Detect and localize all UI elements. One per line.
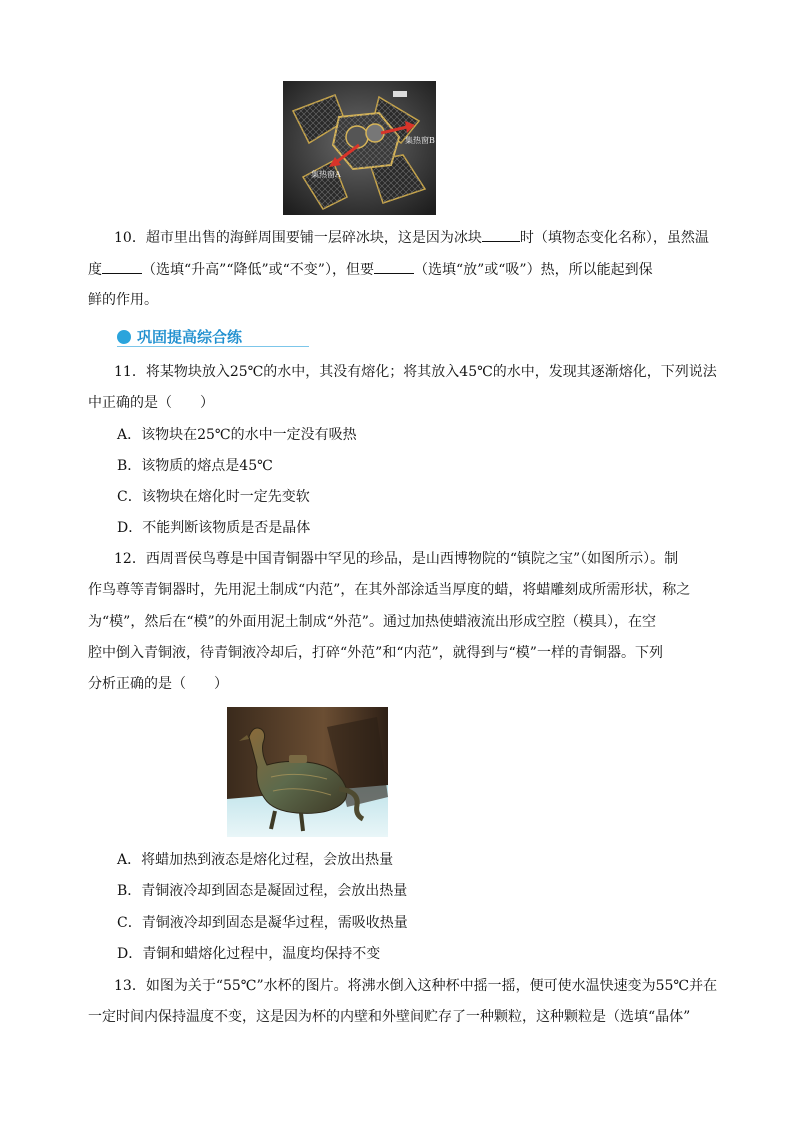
q11-line2: 中正确的是（ ） [88,395,214,411]
q10-blank-1[interactable] [482,227,520,242]
q10-line3: 鲜的作用。 [88,292,158,308]
section-heading-text: 巩固提高综合练 [137,328,243,346]
satellite-figure [283,81,436,215]
heading-underline [117,346,309,347]
q10-line1: 10．超市里出售的海鲜周围要铺一层碎冰块，这是因为冰块 时（填物态变化名称），虽然温 [114,227,709,248]
q12-line5: 分析正确的是（ ） [88,676,228,692]
q11-option-c[interactable]: C．该物块在熔化时一定先变软 [117,489,310,505]
figure-label-a: 集热窗A [311,170,341,179]
q12-option-b[interactable]: B．青铜液冷却到固态是凝固过程，会放出热量 [117,883,408,899]
q12-line1: 12．西周晋侯鸟尊是中国青铜器中罕见的珍品，是山西博物院的“镇院之宝”（如图所示）。制 [114,551,679,567]
q11-option-d[interactable]: D．不能判断该物质是否是晶体 [117,520,311,536]
bullet-circle-icon [117,330,131,344]
q11-option-a[interactable]: A．该物块在25℃的水中一定没有吸热 [117,427,357,443]
q11-line1: 11．将某物块放入25℃的水中，其没有熔化；将其放入45℃的水中，发现其逐渐熔化，下列说法 [114,364,717,380]
q10-blank-3[interactable] [374,259,414,274]
q12-option-d[interactable]: D．青铜和蜡熔化过程中，温度均保持不变 [117,946,381,962]
q12-line2: 作鸟尊等青铜器时，先用泥土制成“内范”，在其外部涂适当厚度的蜡，将蜡雕刻成所需形状，称之 [88,582,691,598]
q11-option-b[interactable]: B．该物质的熔点是45℃ [117,458,273,474]
q13-line1: 13．如图为关于“55℃”水杯的图片。将沸水倒入这种杯中摇一摇，便可使水温快速变为55℃并在 [114,978,718,994]
q10-blank-2[interactable] [102,259,142,274]
bronze-bird-zun-figure [227,707,388,837]
q12-option-c[interactable]: C．青铜液冷却到固态是凝华过程，需吸收热量 [117,915,408,931]
figure-label-b: 集热窗B [405,136,435,145]
q12-line3: 为“模”，然后在“模”的外面用泥土制成“外范”。通过加热使蜡液流出形成空腔（模具），在空 [88,614,656,630]
q13-line2: 一定时间内保持温度不变，这是因为杯的内壁和外壁间贮存了一种颗粒，这种颗粒是（选填“晶体” [88,1009,691,1025]
section-heading [117,327,307,347]
q12-option-a[interactable]: A．将蜡加热到液态是熔化过程，会放出热量 [117,852,394,868]
q12-line4: 腔中倒入青铜液，待青铜液冷却后，打碎“外范”和“内范”，就得到与“模”一样的青铜器。下列 [88,645,663,661]
q10-line2: 度 （选填“升高”“降低”或“不变”），但要 （选填“放”或“吸”）热，所以能起到保 [88,259,653,280]
